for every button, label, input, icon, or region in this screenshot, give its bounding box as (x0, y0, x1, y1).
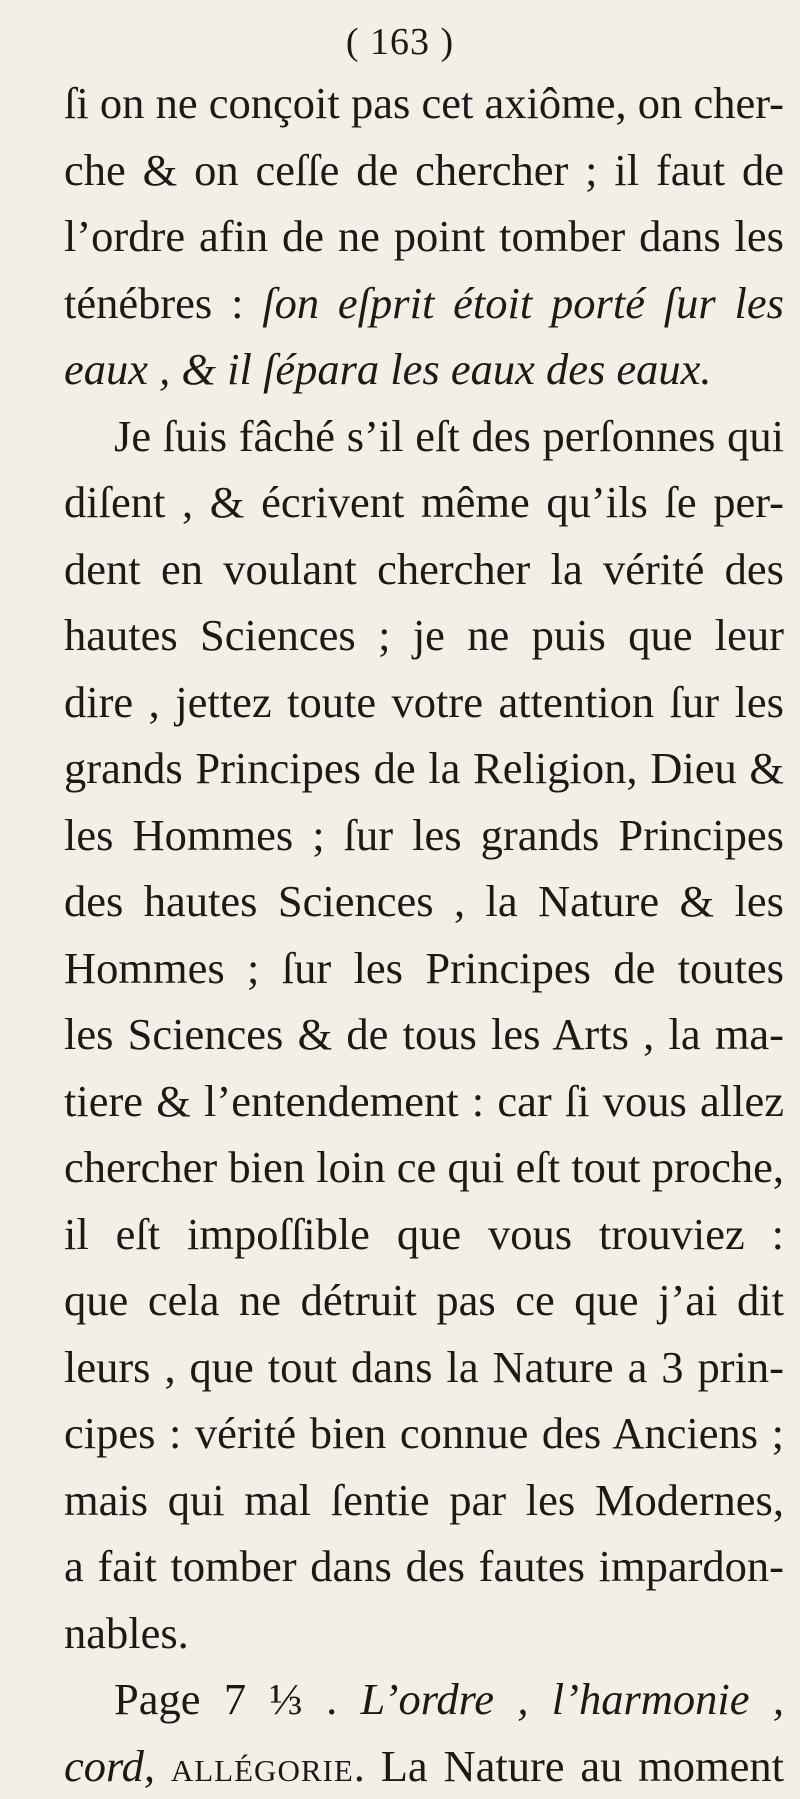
text-line (64, 669, 784, 736)
text-line (64, 403, 784, 470)
text-segment: cipes : vérité bien connue des Anciens ; (64, 1408, 784, 1458)
text-line (64, 1068, 784, 1135)
text-line (64, 868, 784, 935)
text-segment: grands Principes de la Religion, Dieu & (64, 743, 784, 793)
text-line (64, 1134, 784, 1201)
italic-text: L’ordre , l’harmonie , (114, 1674, 784, 1733)
text-line (64, 469, 784, 536)
text-line (64, 1201, 784, 1268)
text-segment: a fait tomber dans des fautes impardon- (64, 1541, 784, 1591)
text-segment: que cela ne détruit pas ce que j’ai dit (64, 1275, 784, 1334)
text-line (64, 1267, 784, 1334)
text-segment: Je ſuis fâché s’il eſt des perſonnes qui (114, 411, 784, 461)
text-segment: Page 7 ⅓ . (114, 1674, 361, 1724)
text-segment: tiere & l’entendement : car ſi vous allez (64, 1076, 784, 1126)
text-segment: il eſt impoſſible que vous trouviez : (64, 1209, 784, 1268)
page-number: ( 163 ) (0, 2, 800, 82)
text-line (64, 536, 784, 603)
text-line (64, 735, 784, 802)
text-line (64, 602, 784, 669)
text-line (64, 203, 784, 270)
text-line (64, 935, 784, 1002)
text-line (64, 1001, 784, 1068)
text-segment: Hommes ; ſur les Principes de toutes (64, 943, 784, 993)
text-segment: dent en voulant chercher la vérité des (64, 544, 784, 594)
text-segment: che & on ceſſe de chercher ; il faut de (64, 145, 784, 195)
text-segment: ténébres : (64, 278, 262, 328)
text-segment: l’ordre afin de ne point tomber dans les (64, 211, 784, 261)
text-segment: leurs , que tout dans la Nature a 3 prin- (64, 1342, 784, 1392)
text-line (64, 802, 784, 869)
text-segment: les Hommes ; ſur les grands Principes (64, 810, 784, 860)
text-line (64, 1533, 784, 1600)
text-segment: mais qui mal ſentie par les Modernes, (64, 1475, 784, 1534)
small-caps-text: allégorie (171, 1741, 354, 1791)
text-segment: hautes Sciences ; je ne puis que leur (64, 610, 784, 660)
text-line (64, 1400, 784, 1467)
text-line (64, 1600, 784, 1667)
text-line (64, 1334, 784, 1401)
text-segment: chercher bien loin ce qui eſt tout proche, (64, 1142, 784, 1192)
body-text (64, 70, 784, 1799)
text-segment: . La Nature au moment (354, 1741, 784, 1791)
text-segment: des hautes Sciences , la Nature & les (64, 876, 784, 926)
text-segment: nables. (64, 1608, 189, 1658)
text-segment: les Sciences & de tous les Arts , la ma- (64, 1009, 784, 1059)
italic-text: ſon eſprit étoit porté ſur les (262, 278, 784, 328)
text-line (64, 70, 784, 137)
text-segment: dire , jettez toute votre attention ſur les (64, 677, 784, 727)
text-line (64, 137, 784, 204)
text-line (64, 1666, 784, 1733)
text-segment: ſi on ne conçoit pas cet axiôme, on cher- (64, 78, 784, 128)
text-line (64, 1467, 784, 1534)
text-line (64, 270, 784, 337)
text-line (64, 1733, 784, 1799)
text-segment: diſent , & écrivent même qu’ils ſe per- (64, 477, 784, 527)
italic-text: cord, (64, 1741, 171, 1791)
text-line (64, 336, 784, 403)
italic-text: eaux , & il ſépara les eaux des eaux. (64, 344, 712, 394)
